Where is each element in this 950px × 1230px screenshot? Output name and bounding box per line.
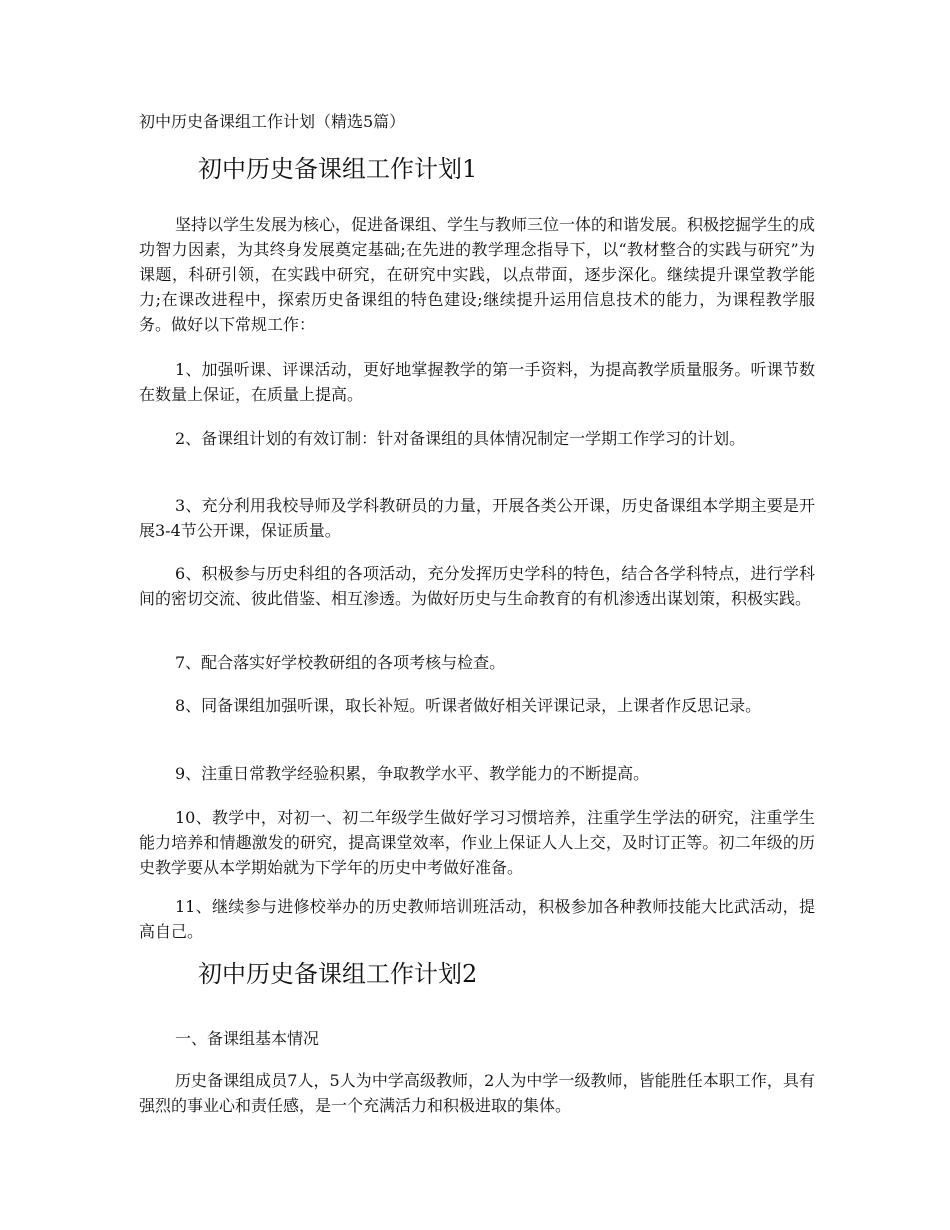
section-heading-1: 初中历史备课组工作计划1 bbox=[198, 155, 478, 183]
paragraph-item-7: 7、配合落实好学校教研组的各项考核与检查。 bbox=[175, 653, 506, 672]
paragraph-item-10: 10、教学中，对初一、初二年级学生做好学习习惯培养，注重学生学法的研究，注重学生能力培养和情趣激发的研究，提高课堂效率，作业上保证人人上交，及时订正等。初二年级的历史教学要从本学期始就为下学年的历史中考做好准备。 bbox=[139, 808, 815, 877]
document-title: 初中历史备课组工作计划（精选5篇） bbox=[139, 112, 406, 131]
paragraph-item-2: 2、备课组计划的有效订制：针对备课组的具体情况制定一学期工作学习的计划。 bbox=[175, 429, 746, 448]
paragraph-item-3: 3、充分利用我校导师及学科教研员的力量，开展各类公开课，历史备课组本学期主要是开展3-4节公开课，保证质量。 bbox=[139, 496, 815, 540]
paragraph-item-1: 1、加强听课、评课活动，更好地掌握教学的第一手资料，为提高教学质量服务。听课节数在数量上保证，在质量上提高。 bbox=[139, 360, 815, 404]
paragraph-item-11: 11、继续参与进修校举办的历史教师培训班活动，积极参加各种教师技能大比武活动，提高自己。 bbox=[139, 897, 815, 941]
paragraph-item-6: 6、积极参与历史科组的各项活动，充分发挥历史学科的特色，结合各学科特点，进行学科间的密切交流、彼此借鉴、相互渗透。为做好历史与生命教育的有机渗透出谋划策，积极实践。 bbox=[139, 564, 815, 608]
paragraph-intro: 坚持以学生发展为核心，促进备课组、学生与教师三位一体的和谐发展。积极挖掘学生的成功智力因素，为其终身发展奠定基础;在先进的教学理念指导下，以“教材整合的实践与研究”为课题，科研引领，在实践中研究，在研究中实践，以点带面，逐步深化。继续提升课堂教学能力;在课改进程中，探索历史备课组的特色建设;继续提升运用信息技术的能力，为课程教学服务。做好以下常规工作： bbox=[139, 215, 816, 334]
section-heading-2: 初中历史备课组工作计划2 bbox=[198, 960, 478, 988]
paragraph-item-9: 9、注重日常教学经验积累，争取教学水平、教学能力的不断提高。 bbox=[175, 764, 650, 783]
paragraph-item-8: 8、同备课组加强听课，取长补短。听课者做好相关评课记录，上课者作反思记录。 bbox=[175, 696, 762, 715]
paragraph-subheading: 一、备课组基本情况 bbox=[175, 1029, 320, 1048]
paragraph-team-info: 历史备课组成员7人，5人为中学高级教师，2人为中学一级教师，皆能胜任本职工作，具有强烈的事业心和责任感，是一个充满活力和积极进取的集体。 bbox=[139, 1071, 815, 1115]
